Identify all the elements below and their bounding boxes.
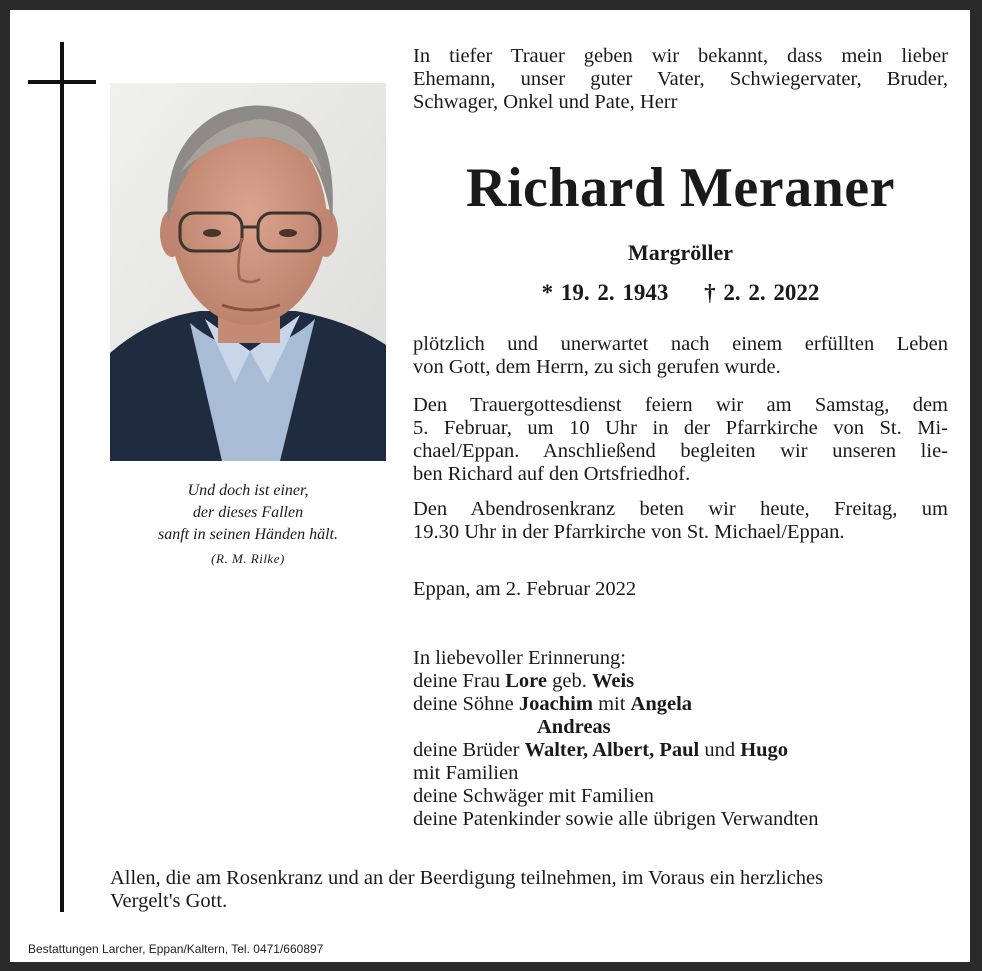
- paragraph-line: plötzlich und unerwartet nach einem erfüllten Leben: [413, 333, 948, 355]
- paragraph-line: Den Trauergottesdienst feiern wir am Samstag, dem: [413, 394, 948, 416]
- quote-source: (R. M. Rilke): [211, 551, 285, 566]
- paragraph-line: von Gott, dem Herrn, zu sich gerufen wurde.: [413, 356, 781, 378]
- intro-line: Schwager, Onkel und Pate, Herr: [413, 91, 678, 113]
- family-wife: deine Frau Lore geb. Weis: [413, 670, 635, 692]
- paragraph-line: chael/Eppan. Anschließend begleiten wir unseren lie-: [413, 440, 948, 462]
- quote-line: sanft in seinen Händen hält.: [158, 526, 338, 543]
- family-block: [413, 647, 948, 831]
- paragraph-funeral: [413, 394, 948, 486]
- family-brothers-suffix: mit Familien: [413, 762, 519, 784]
- cross-icon-bar: [28, 80, 96, 84]
- paragraph-line: 19.30 Uhr in der Pfarrkirche von St. Michael/Eppan.: [413, 521, 845, 543]
- intro-line: In tiefer Trauer geben wir bekannt, dass mein lieber: [413, 45, 948, 67]
- quote-block: [110, 480, 386, 570]
- cross-icon: [60, 42, 64, 912]
- life-dates: [413, 280, 948, 306]
- family-son2: Andreas: [537, 716, 611, 738]
- quote-line: Und doch ist einer,: [187, 482, 309, 499]
- obituary-page: [10, 10, 970, 962]
- paragraph-line: 5. Februar, um 10 Uhr in der Pfarrkirche von St. Mi-: [413, 417, 948, 439]
- family-brothers: deine Brüder Walter, Albert, Paul und Hugo: [413, 739, 789, 761]
- thanks-text: [110, 867, 950, 913]
- birth-date: * 19. 2. 1943: [541, 280, 669, 305]
- place-date: Eppan, am 2. Februar 2022: [413, 578, 637, 600]
- intro-line: Ehemann, unser guter Vater, Schwiegervater, Bruder,: [413, 68, 948, 90]
- death-date: † 2. 2. 2022: [704, 280, 820, 305]
- paragraph-passing: [413, 333, 948, 379]
- paragraph-line: Den Abendrosenkranz beten wir heute, Freitag, um: [413, 498, 948, 520]
- undertaker-info: Bestattungen Larcher, Eppan/Kaltern, Tel. 0471/660897: [28, 942, 324, 956]
- intro-text: [413, 45, 948, 114]
- family-sons: deine Söhne Joachim mit Angela: [413, 693, 693, 715]
- family-godchildren: deine Patenkinder sowie alle übrigen Verwandten: [413, 808, 819, 830]
- quote-line: der dieses Fallen: [192, 504, 304, 521]
- paragraph-line: ben Richard auf den Ortsfriedhof.: [413, 463, 691, 485]
- thanks-line: Vergelt's Gott.: [110, 890, 228, 912]
- deceased-name: Richard Meraner: [466, 157, 895, 219]
- family-heading: In liebevoller Erinnerung:: [413, 647, 626, 669]
- thanks-line: Allen, die am Rosenkranz und an der Beerdigung teilnehmen, im Voraus ein herzliches: [110, 867, 824, 889]
- family-in-laws: deine Schwäger mit Familien: [413, 785, 654, 807]
- house-name: Margröller: [627, 240, 734, 265]
- paragraph-rosary: [413, 498, 948, 544]
- portrait-photo: [110, 83, 386, 461]
